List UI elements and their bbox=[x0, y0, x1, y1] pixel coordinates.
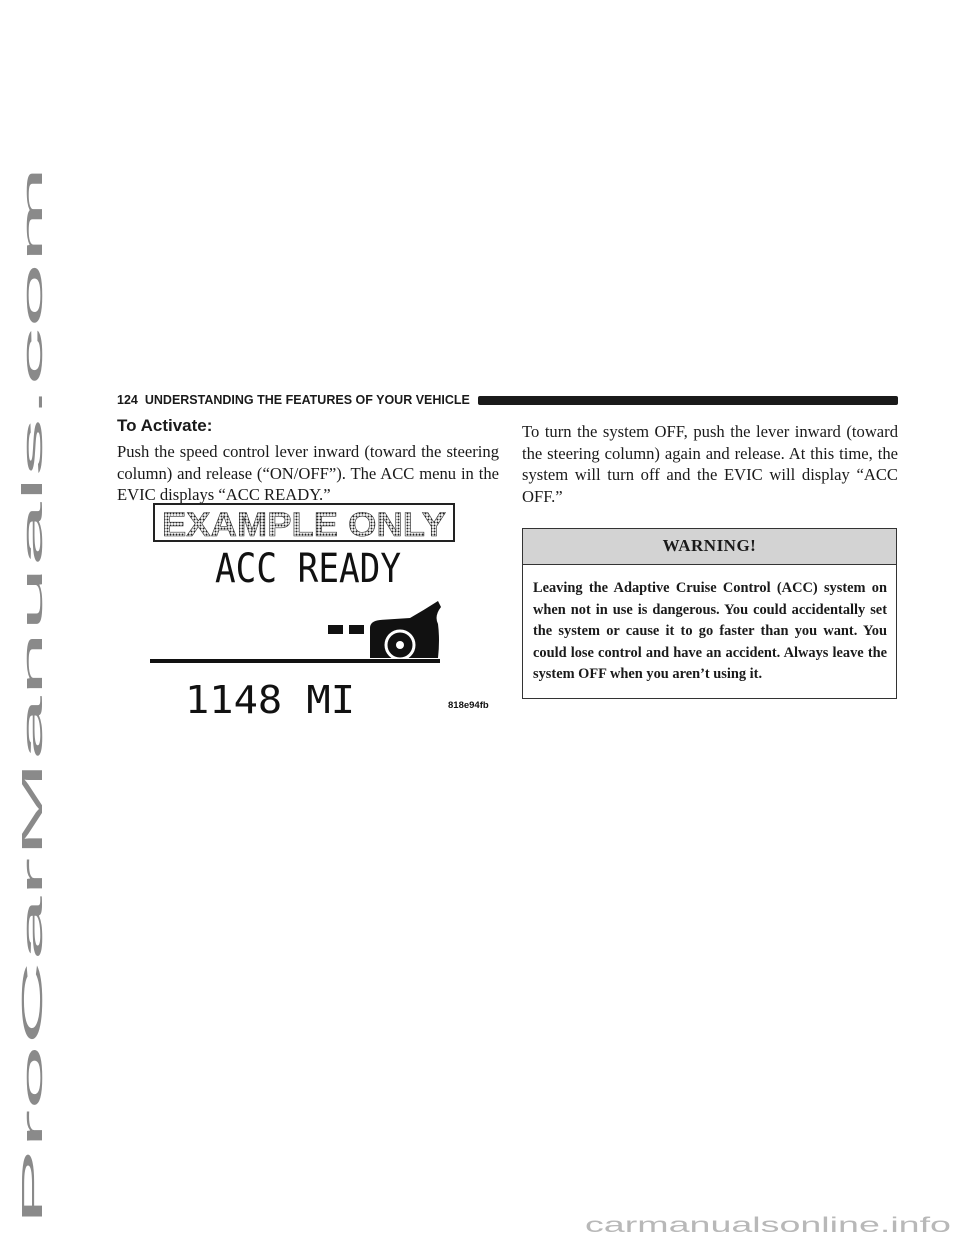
figure-code: 818e94fb bbox=[448, 700, 489, 711]
page-number: 124 bbox=[117, 393, 138, 407]
example-only-text: EXAMPLE ONLY bbox=[162, 506, 447, 544]
watermark-text: ProCarManuals.com bbox=[17, 961, 49, 1226]
odometer-display: 1148 MI bbox=[185, 678, 355, 718]
warning-title: WARNING! bbox=[523, 529, 896, 565]
evic-display-figure bbox=[148, 500, 500, 718]
footer-watermark bbox=[585, 1213, 955, 1237]
warning-text: Leaving the Adaptive Cruise Control (ACC) system on when not in use is dangerous. You could accidentally set the system or cause it to go faster than you want. You could lose control and have an accident. Always leave the system OFF when you aren’t using it. bbox=[533, 580, 887, 683]
header-rule bbox=[478, 396, 898, 405]
road-line bbox=[150, 659, 440, 663]
right-column bbox=[522, 421, 898, 699]
turn-off-paragraph: To turn the system OFF, push the lever inward (toward the steering column) again and release. At this time, the system will turn off and the EVIC will display “ACC OFF.” bbox=[522, 422, 898, 506]
side-watermark bbox=[8, 0, 54, 1242]
footer-brand-text: carmanualsonline.info bbox=[585, 1214, 951, 1237]
warning-box bbox=[522, 528, 897, 699]
section-title: UNDERSTANDING THE FEATURES OF YOUR VEHICLE bbox=[144, 393, 470, 407]
left-column bbox=[117, 416, 499, 506]
page-header bbox=[117, 392, 898, 408]
to-activate-heading: To Activate: bbox=[117, 416, 213, 435]
acc-ready-display: ACC READY bbox=[215, 546, 401, 592]
activate-paragraph: Push the speed control lever inward (toward the steering column) and release (“ON/OFF”). The ACC menu in the EVIC displays “ACC READY.” bbox=[117, 442, 499, 505]
vehicle-ahead-icon bbox=[328, 601, 441, 659]
